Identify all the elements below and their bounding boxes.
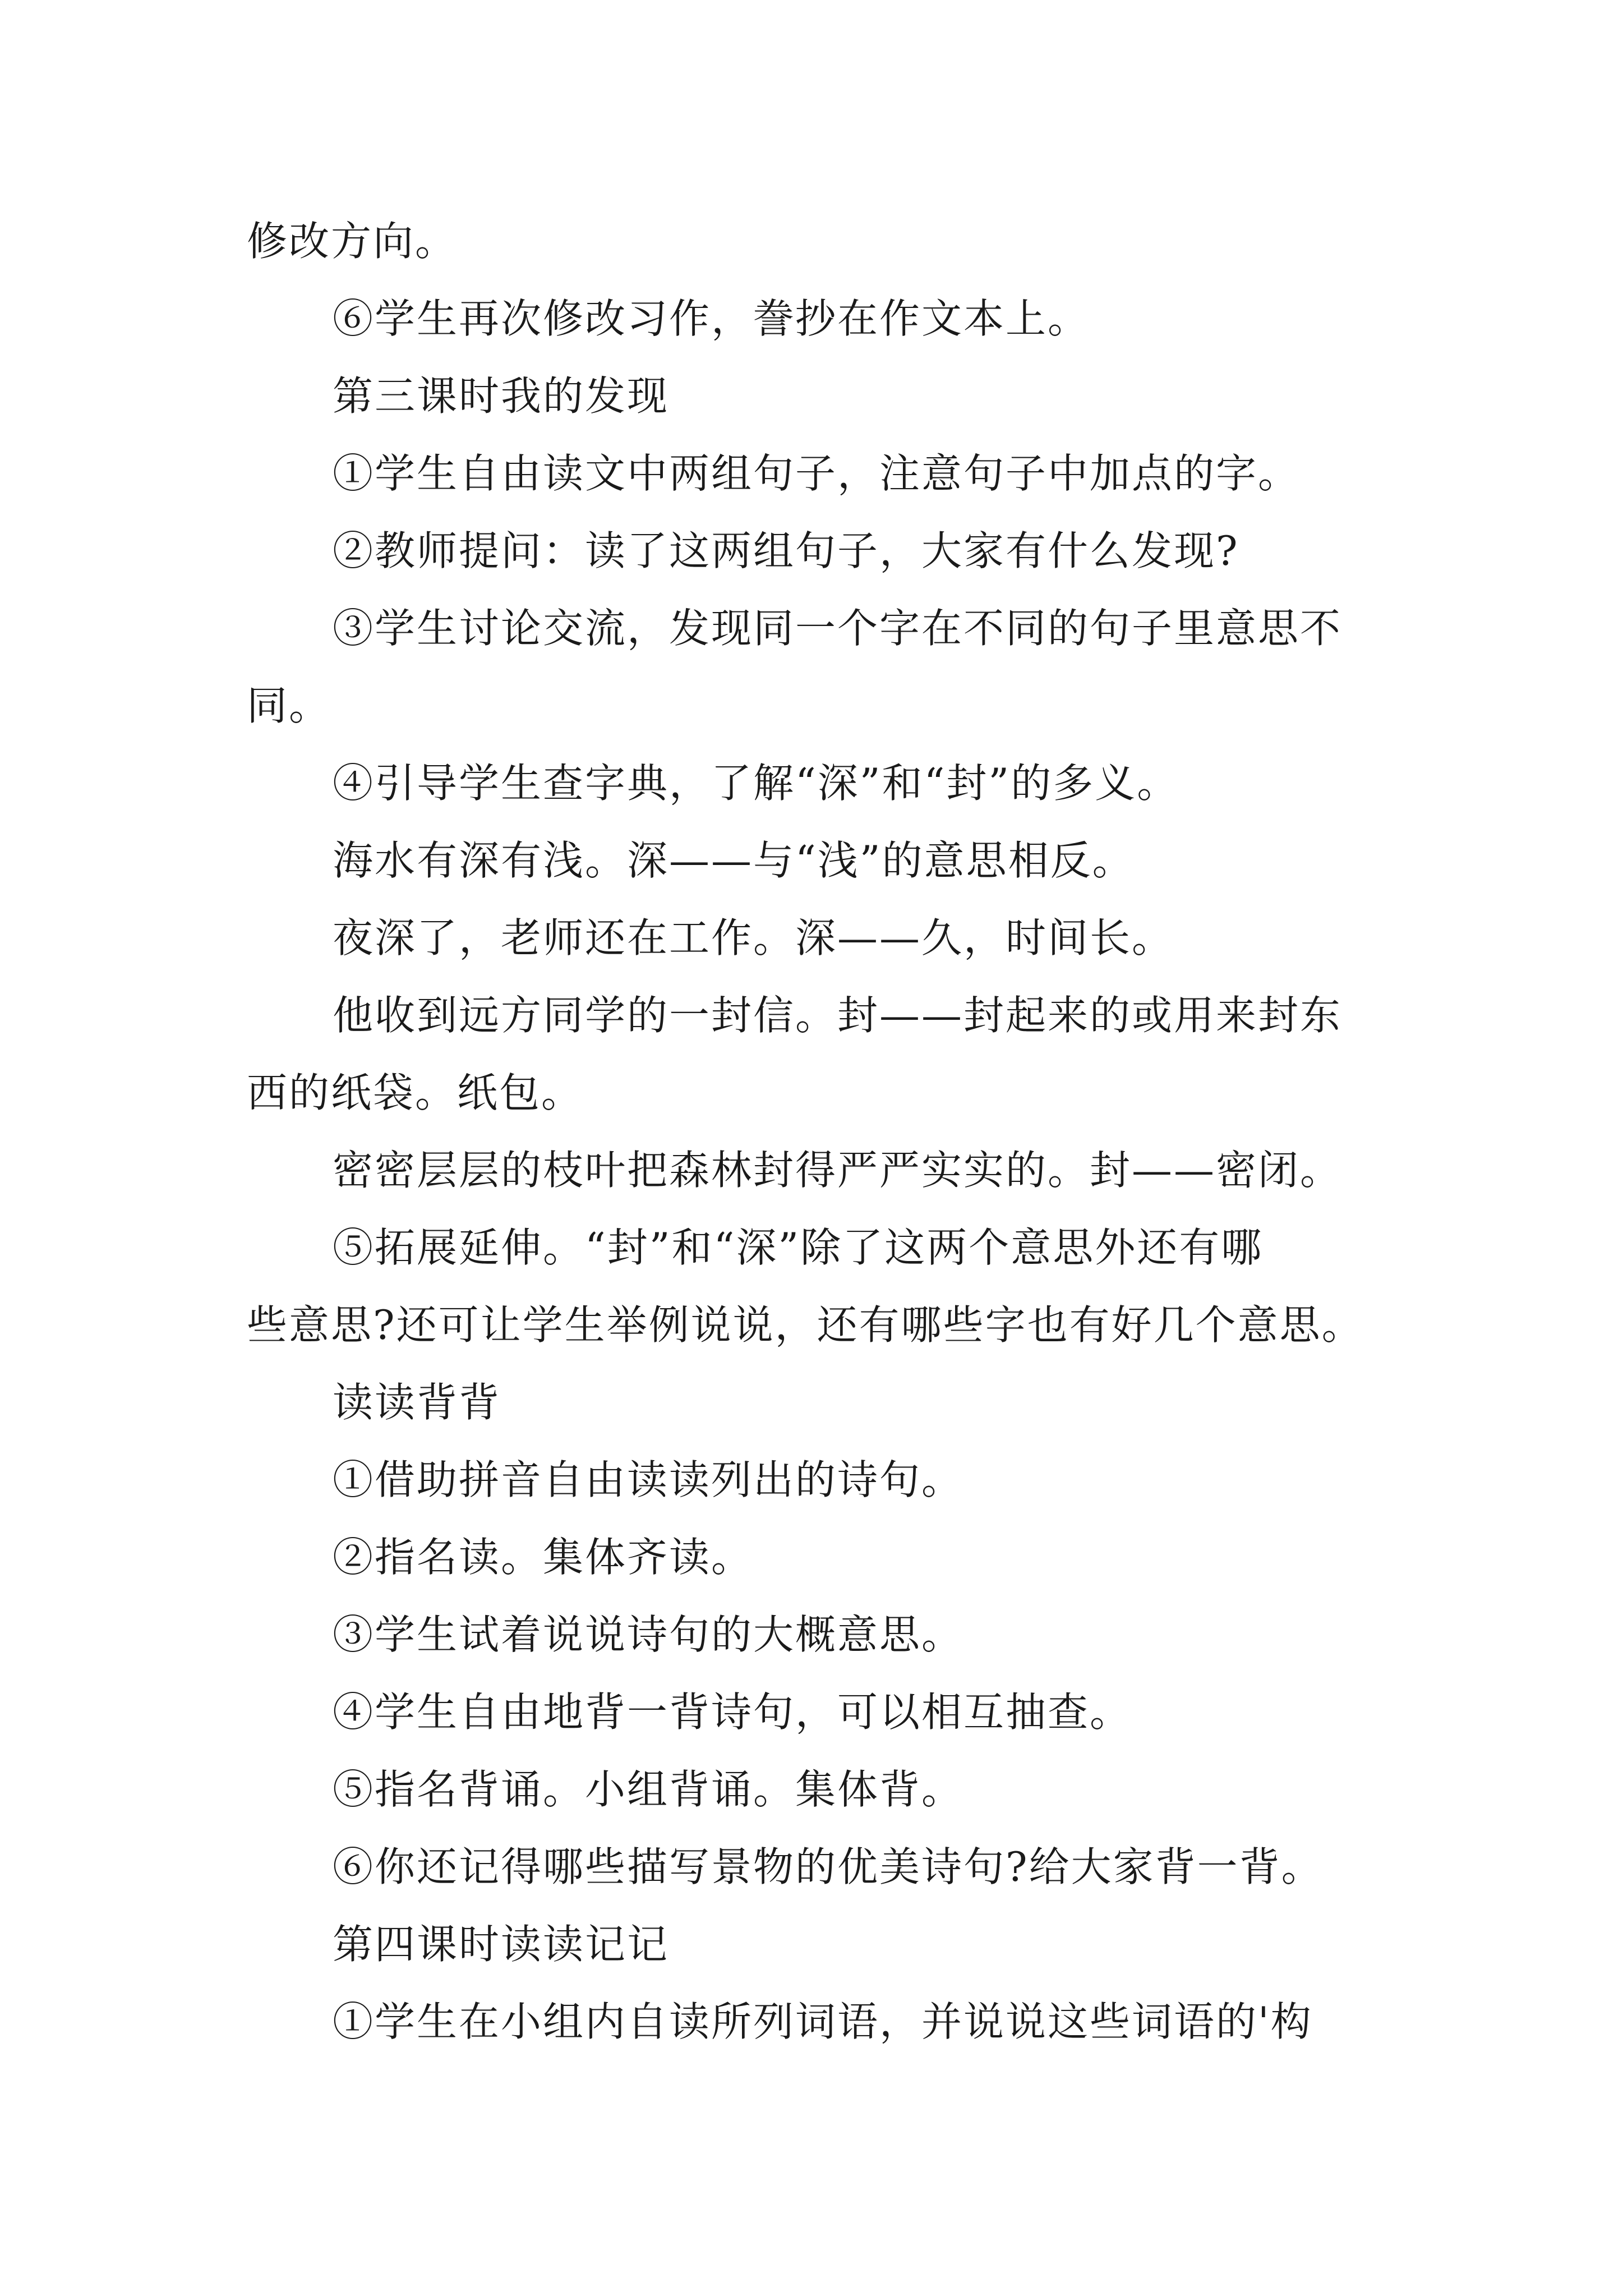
text-line: ③学生讨论交流，发现同一个字在不同的句子里意思不: [333, 605, 1343, 652]
text-line: ③学生试着说说诗句的大概意思。: [333, 1611, 964, 1658]
text-line: ②指名读。集体齐读。: [333, 1534, 754, 1581]
text-line: 海水有深有浅。深——与“浅”的意思相反。: [333, 837, 1135, 884]
text-line: ④引导学生查字典，了解“深”和“封”的多义。: [333, 760, 1179, 807]
text-line: ①借助拼音自由读读列出的诗句。: [333, 1456, 964, 1503]
text-line: 密密层层的枝叶把森林封得严严实实的。封——密闭。: [333, 1147, 1343, 1194]
text-line: ②教师提问：读了这两组句子，大家有什么发现?: [333, 527, 1239, 574]
text-line: 同。: [247, 682, 331, 729]
text-line: ①学生在小组内自读所列词语，并说说这些词语的'构: [333, 1998, 1313, 2045]
section-heading: 第三课时我的发现: [333, 372, 670, 420]
text-line: ⑤拓展延伸。“封”和“深”除了这两个意思外还有哪: [333, 1224, 1264, 1271]
text-line: 西的纸袋。纸包。: [247, 1069, 584, 1116]
text-line: 夜深了，老师还在工作。深——久，时间长。: [333, 914, 1174, 961]
text-line: ⑥学生再次修改习作，誊抄在作文本上。: [333, 295, 1090, 342]
text-line: ①学生自由读文中两组句子，注意句子中加点的字。: [333, 450, 1301, 497]
section-heading: 第四课时读读记记: [333, 1921, 670, 1968]
text-line: ④学生自由地背一背诗句，可以相互抽查。: [333, 1688, 1132, 1736]
text-line: 些意思?还可让学生举例说说，还有哪些字也有好几个意思。: [247, 1301, 1364, 1349]
text-line: ⑥你还记得哪些描写景物的优美诗句?给大家背一背。: [333, 1843, 1324, 1890]
text-line: 他收到远方同学的一封信。封——封起来的或用来封东: [333, 992, 1343, 1039]
section-heading: 读读背背: [333, 1379, 501, 1426]
text-line: ⑤指名背诵。小组背诵。集体背。: [333, 1766, 964, 1813]
text-line: 修改方向。: [247, 218, 458, 265]
